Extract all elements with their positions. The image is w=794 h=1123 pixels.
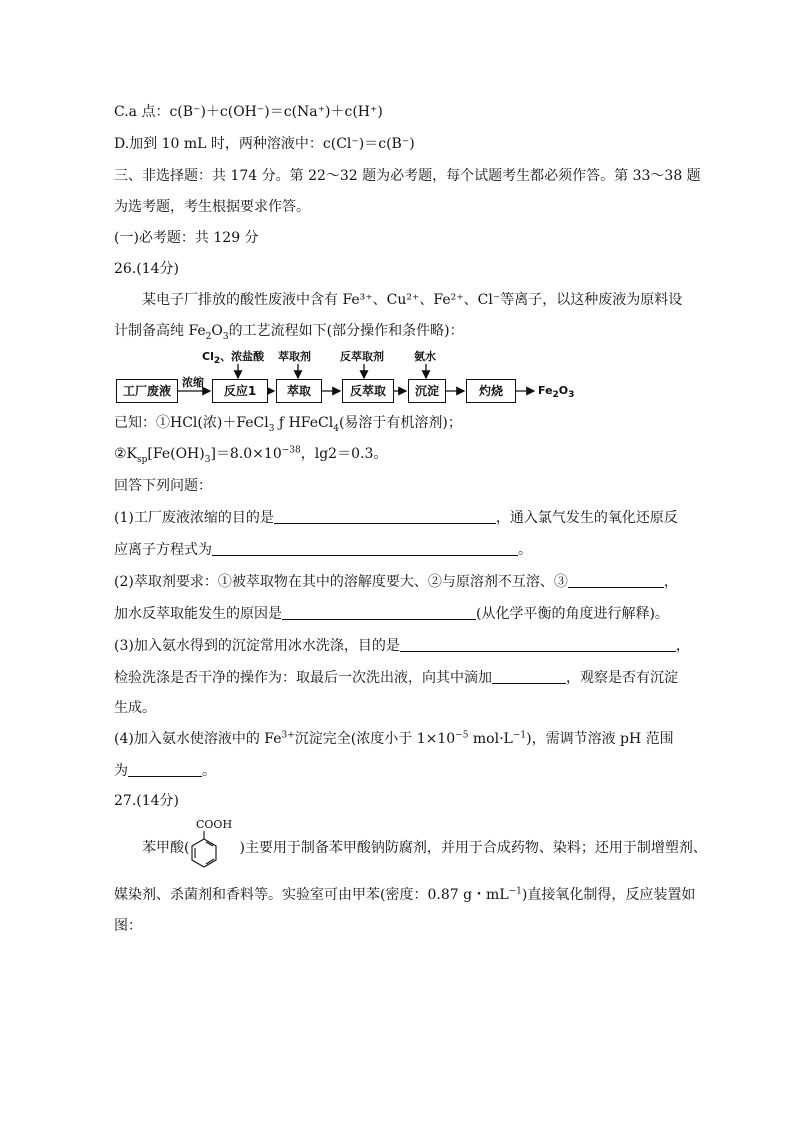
- q26-intro-line2: 计制备高纯 $Fe_2O_3$的工艺流程如下(部分操作和条件略)：: [114, 323, 464, 342]
- known-condition-2: $②K_{sp}[Fe(OH)_3]=8.0\times 10^{-38}$，lg2＝0.3。: [114, 445, 388, 465]
- answer-blank-5[interactable]: [400, 637, 676, 652]
- flow-reagent-extractant: 萃取剂: [278, 350, 311, 363]
- q26-part2-line1: (2)萃取剂要求：①被萃取物在其中的溶解度要大、②与原溶剂不互溶、③ ，: [114, 574, 678, 590]
- question-26-header: 26.(14分): [114, 261, 180, 277]
- section3-instructions-line1: 三、非选择题：共 174 分。第 22～32 题为必考题，每个试题考生都必须作答。第 33～38 题: [114, 168, 701, 184]
- flow-box-extraction: 萃取: [276, 379, 322, 403]
- section3-subheading: (一)必考题：共 129 分: [114, 230, 259, 246]
- flow-box-factory-waste: 工厂废液: [116, 379, 178, 403]
- q26-part2-line2: 加水反萃取能发生的原因是 (从化学平衡的角度进行解释)。: [114, 606, 669, 622]
- q26-part4-line2: 为 。: [114, 763, 216, 779]
- option-c: C.a 点：c(B⁻)＋c(OH⁻)＝c(Na⁺)＋c(H⁺): [114, 104, 383, 120]
- flow-box-precipitation: 沉淀: [408, 379, 446, 403]
- flow-reagent-back-extractant: 反萃取剂: [340, 350, 384, 363]
- answer-blank-3[interactable]: [568, 573, 664, 588]
- q27-line3: 图：: [114, 918, 142, 934]
- flow-box-back-extraction: 反萃取: [342, 379, 394, 403]
- q26-part3-line1: (3)加入氨水得到的沉淀常用冰水洗涤，目的是 ，: [114, 638, 690, 654]
- q27-line1: 苯甲酸( )主要用于制备苯甲酸钠防腐剂，并用于合成药物、染料；还用于制增塑剂、: [142, 840, 707, 856]
- q27-line2: 媒染剂、杀菌剂和香料等。实验室可由甲苯(密度：0.87 g・$mL^{-1}$)直接氧化制得，反应装置如: [114, 886, 696, 903]
- flow-product-fe2o3: $Fe_2O_3$: [538, 384, 575, 401]
- flow-label-concentrate: 浓缩: [182, 376, 204, 389]
- answer-blank-6[interactable]: [492, 669, 566, 684]
- answer-blank-1[interactable]: [274, 509, 496, 524]
- flow-box-reaction1: 反应1: [212, 379, 268, 403]
- process-flow-diagram: [114, 344, 634, 408]
- q26-part1-line2: 应离子方程式为 。: [114, 542, 532, 558]
- q26-intro-line1: 某电子厂排放的酸性废液中含有 Fe³⁺、Cu²⁺、Fe²⁺、Cl⁻等离子，以这种废液为原料设: [142, 292, 683, 308]
- cooh-label: COOH: [196, 818, 233, 831]
- question-27-header: 27.(14分): [114, 793, 180, 809]
- known-condition-1: 已知：①HCl(浓)＋FeCl$_3$ ƒ HFeCl$_4$(易溶于有机溶剂)；: [114, 415, 462, 434]
- answer-blank-2[interactable]: [212, 541, 518, 556]
- flow-reagent-cl2-hcl: $Cl_2$、浓盐酸: [202, 350, 265, 367]
- q26-part1-line1: (1)工厂废液浓缩的目的是 ，通入氯气发生的氧化还原反: [114, 510, 678, 526]
- answer-prompt: 回答下列问题：: [114, 478, 212, 494]
- q26-part3-line3: 生成。: [114, 700, 156, 716]
- q26-part3-line2: 检验洗涤是否干净的操作为：取最后一次洗出液，向其中滴加 ，观察是否有沉淀: [114, 670, 678, 686]
- answer-blank-4[interactable]: [282, 605, 476, 620]
- flow-reagent-ammonia: 氨水: [414, 350, 436, 363]
- q26-part4-line1: (4)加入氨水使溶液中的 $Fe^{3+}$沉淀完全(浓度小于 $1\times 10^{-5}$ $mol\cdot L^{-1}$)，需调节溶液 pH 范围: [114, 730, 674, 747]
- answer-blank-7[interactable]: [128, 762, 202, 777]
- section3-instructions-line2: 为选考题，考生根据要求作答。: [114, 199, 310, 215]
- flow-box-calcination: 灼烧: [466, 379, 516, 403]
- option-d: D.加到 10 mL 时，两种溶液中：c(Cl⁻)＝c(B⁻): [114, 136, 415, 152]
